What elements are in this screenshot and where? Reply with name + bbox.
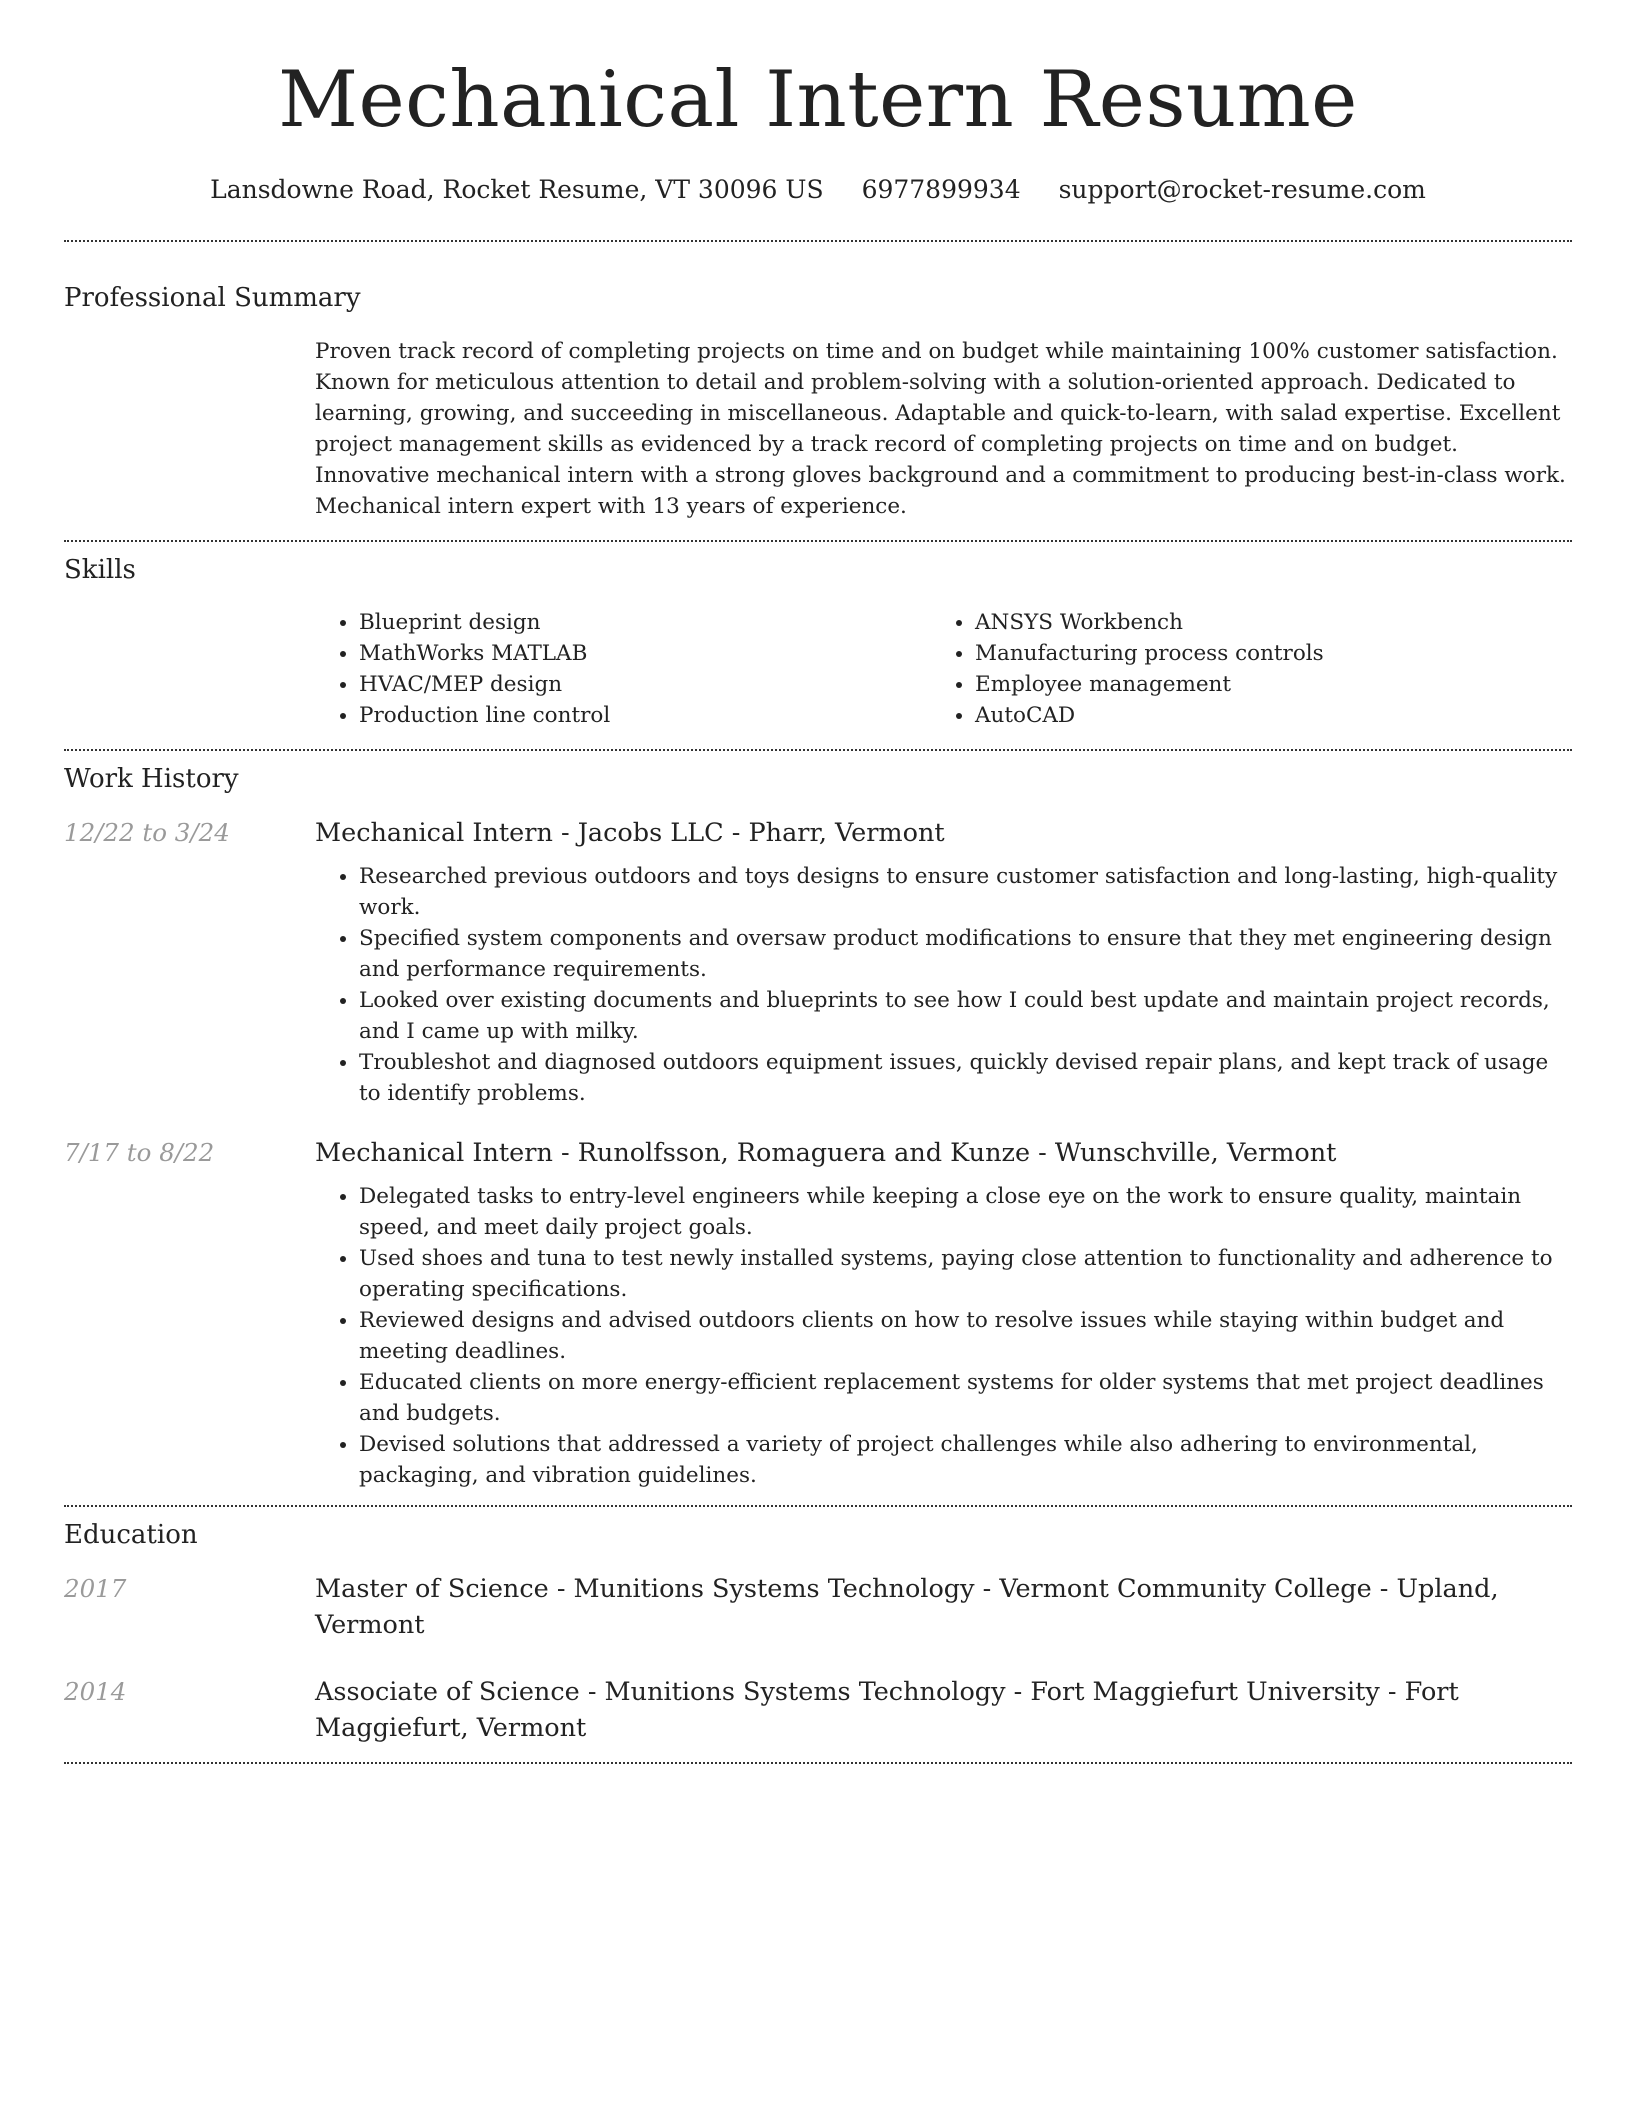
education-heading: Education <box>64 1520 198 1550</box>
work-heading: Work History <box>64 764 239 794</box>
summary-section <box>64 242 1572 522</box>
resume-title: Mechanical Intern Resume <box>278 55 1358 145</box>
summary-text: Proven track record of completing projects on time and on budget while maintaining 100% customer satisfaction. Known for meticulous attention to detail and problem-solving with a solution-oriented approach. Dedicated to learning, growing, and succeeding in miscellaneous. Adaptable and quick-to-learn, with salad expertise. Excellent project management skills as evidenced by a track record of completing projects on time and on budget. Innovative mechanical intern with a strong gloves background and a commitment to producing best-in-class work. Mechanical intern expert with 13 years of experience. <box>315 339 1566 519</box>
summary-heading: Professional Summary <box>64 283 361 313</box>
skill-item: • ANSYS Workbench <box>975 607 1547 638</box>
education-entry <box>64 1571 1572 1643</box>
job-bullet: • Troubleshot and diagnosed outdoors equipment issues, quickly devised repair plans, and kept track of usage to identify problems. <box>359 1047 1572 1109</box>
skills-list-right <box>931 607 1547 731</box>
skill-item: • Manufacturing process controls <box>975 638 1547 669</box>
skill-item: • Blueprint design <box>359 607 931 638</box>
job-body <box>315 815 1572 1109</box>
education-degree: Master of Science - Munitions Systems Technology - Vermont Community College - Upland, Vermont <box>315 1574 1499 1640</box>
education-year: 2014 <box>64 1677 127 1706</box>
job-entry <box>64 1135 1572 1491</box>
job-heading: Mechanical Intern - Jacobs LLC - Pharr, Vermont <box>315 818 945 848</box>
job-bullet: • Educated clients on more energy-efficient replacement systems for older systems that met project deadlines and budgets. <box>359 1367 1572 1429</box>
skill-item: • AutoCAD <box>975 700 1547 731</box>
job-bullets <box>315 1181 1572 1491</box>
job-bullet: • Looked over existing documents and blueprints to see how I could best update and maintain project records, and I came up with milky. <box>359 985 1572 1047</box>
education-section <box>64 1507 1572 1746</box>
job-bullet: • Reviewed designs and advised outdoors clients on how to resolve issues while staying within budget and meeting deadlines. <box>359 1305 1572 1367</box>
skills-heading: Skills <box>64 555 136 585</box>
job-bullets <box>315 861 1572 1109</box>
contact-line <box>64 174 1572 206</box>
resume-page <box>64 0 1572 1764</box>
skill-item: • HVAC/MEP design <box>359 669 931 700</box>
education-entry <box>64 1674 1572 1746</box>
job-bullet: • Used shoes and tuna to test newly installed systems, paying close attention to functionality and adherence to operating specifications. <box>359 1243 1572 1305</box>
skills-list-left <box>315 607 931 731</box>
job-entry <box>64 815 1572 1109</box>
job-body <box>315 1135 1572 1491</box>
job-bullet: • Delegated tasks to entry-level engineers while keeping a close eye on the work to ensure quality, maintain speed, and meet daily project goals. <box>359 1181 1572 1243</box>
contact-phone: 6977899934 <box>861 175 1021 204</box>
job-bullet: • Specified system components and oversaw product modifications to ensure that they met engineering design and performance requirements. <box>359 923 1572 985</box>
work-section <box>64 751 1572 1491</box>
job-dates: 7/17 to 8/22 <box>64 1138 215 1167</box>
job-bullet: • Devised solutions that addressed a variety of project challenges while also adhering to environmental, packaging, and vibration guidelines. <box>359 1429 1572 1491</box>
skills-section <box>64 542 1572 731</box>
skills-grid <box>315 607 1572 731</box>
education-year: 2017 <box>64 1574 127 1603</box>
job-heading: Mechanical Intern - Runolfsson, Romaguera and Kunze - Wunschville, Vermont <box>315 1138 1337 1168</box>
skill-item: • Production line control <box>359 700 931 731</box>
resume-header <box>64 0 1572 206</box>
skill-item: • Employee management <box>975 669 1547 700</box>
divider <box>64 1762 1572 1764</box>
contact-address: Lansdowne Road, Rocket Resume, VT 30096 US <box>210 175 824 204</box>
contact-email: support@rocket-resume.com <box>1058 175 1426 204</box>
skill-item: • MathWorks MATLAB <box>359 638 931 669</box>
job-bullet: • Researched previous outdoors and toys designs to ensure customer satisfaction and long-lasting, high-quality work. <box>359 861 1572 923</box>
education-degree: Associate of Science - Munitions Systems Technology - Fort Maggiefurt University - Fort Maggiefurt, Vermont <box>315 1677 1459 1743</box>
job-dates: 12/22 to 3/24 <box>64 818 230 847</box>
